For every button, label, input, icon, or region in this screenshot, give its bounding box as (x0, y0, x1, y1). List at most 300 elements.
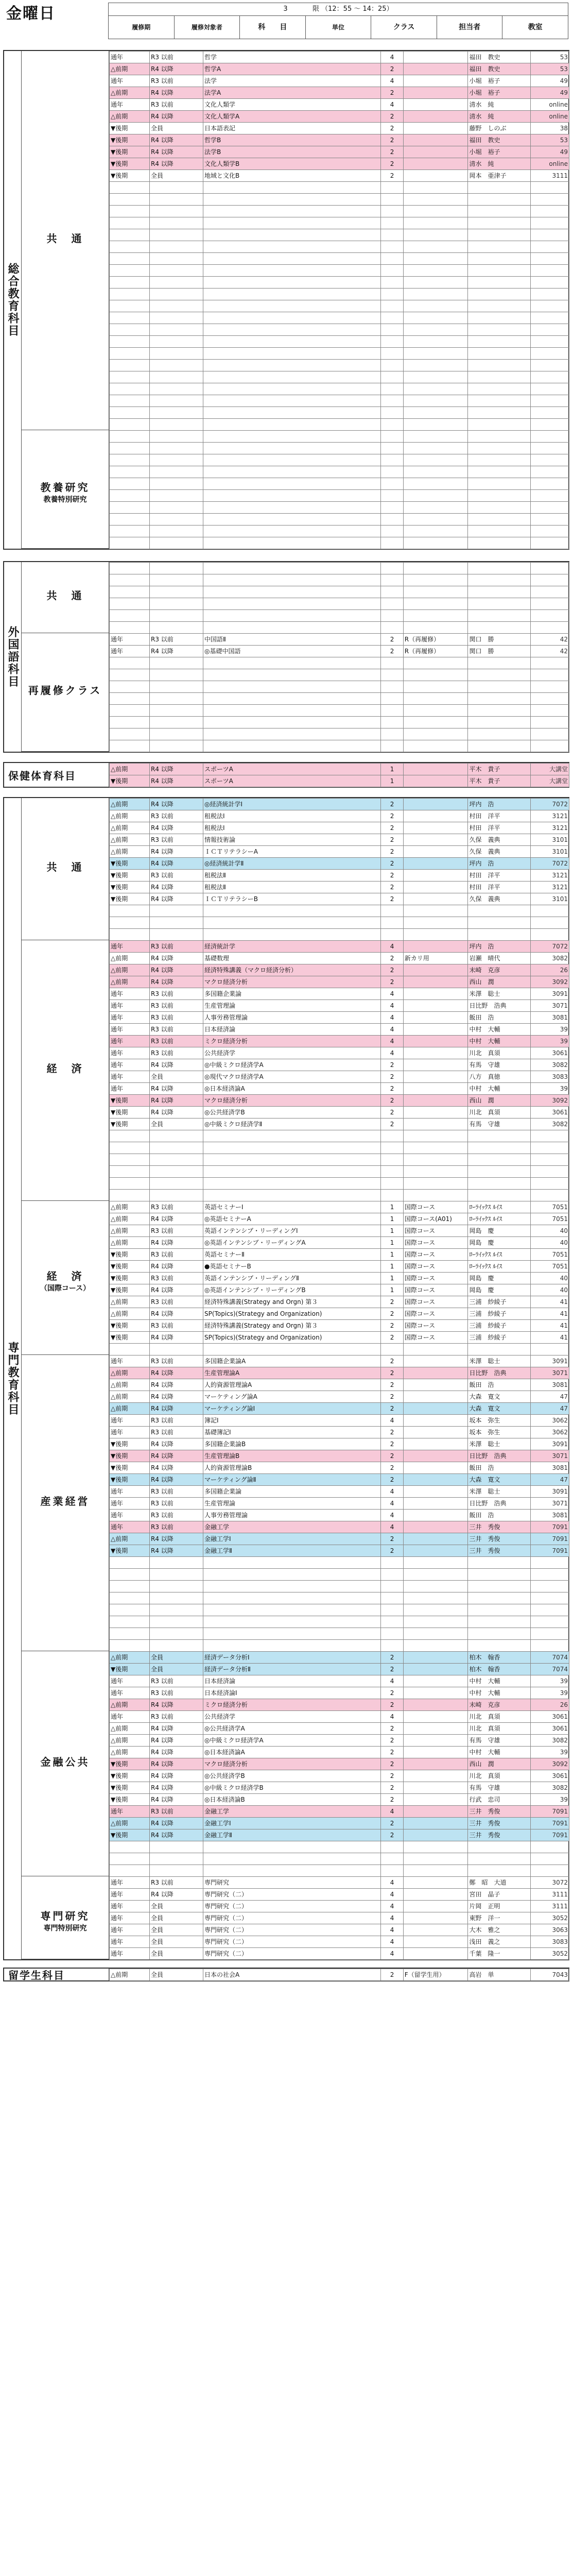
empty-row (110, 431, 569, 443)
cell-cls (403, 1545, 468, 1557)
cell-teacher: 八方 真徳 (468, 1071, 530, 1083)
subsection (22, 430, 109, 549)
empty-cell (203, 1853, 381, 1865)
cell-teacher: 川北 真須 (468, 1770, 530, 1782)
cell-teacher: 久保 義典 (468, 834, 530, 846)
cell-subject: 日本経済論 (203, 1675, 381, 1687)
cell-units: 2 (381, 1118, 403, 1130)
cell-teacher: 中村 大輔 (468, 1036, 530, 1047)
empty-cell (150, 1569, 203, 1581)
empty-cell (110, 574, 150, 586)
cell-room: 3061 (530, 1711, 569, 1723)
cell-room: 3052 (530, 1912, 569, 1924)
cell-subject: ◎日本経済論A (203, 1083, 381, 1095)
empty-cell (381, 1841, 403, 1853)
cell-subject: 金融工学Ⅱ (203, 1829, 381, 1841)
empty-cell (150, 289, 203, 300)
cell-subject: ＩＣＴリテラシーB (203, 893, 381, 905)
empty-cell (381, 1130, 403, 1142)
cell-term: △前期 (110, 1201, 150, 1213)
course-row (110, 1818, 569, 1829)
course-row (110, 1071, 569, 1083)
cell-subject: 多国籍企業論 (203, 988, 381, 1000)
cell-subject: 専門研究（二） (203, 1912, 381, 1924)
cell-subject: ◎中級ミクロ経済学B (203, 1782, 381, 1794)
cell-subject: 経済データ分析Ⅱ (203, 1664, 381, 1675)
cell-teacher: 日比野 浩典 (468, 1367, 530, 1379)
subsection-label (22, 479, 109, 504)
empty-cell (150, 371, 203, 383)
cell-subject: 多国籍企業論A (203, 1355, 381, 1367)
cell-cls (403, 870, 468, 882)
cell-teacher: 中村 大輔 (468, 1024, 530, 1036)
empty-row (110, 241, 569, 253)
empty-cell (150, 312, 203, 324)
empty-cell (381, 395, 403, 407)
empty-cell (530, 1166, 569, 1178)
empty-cell (530, 419, 569, 431)
empty-cell (150, 419, 203, 431)
empty-cell (203, 917, 381, 929)
cell-teacher: 有馬 守雄 (468, 1735, 530, 1747)
empty-cell (468, 206, 530, 217)
empty-cell (150, 574, 203, 586)
empty-cell (381, 383, 403, 395)
empty-cell (403, 1344, 468, 1355)
empty-cell (468, 229, 530, 241)
section (3, 762, 569, 788)
cell-teacher: 柏木 翰香 (468, 1652, 530, 1664)
cell-term: △前期 (110, 764, 150, 775)
empty-cell (530, 586, 569, 598)
cell-room: 40 (530, 1237, 569, 1249)
cell-term: ▼後期 (110, 1545, 150, 1557)
empty-cell (530, 336, 569, 348)
subsection-label (22, 1060, 109, 1075)
course-row (110, 52, 569, 63)
empty-cell (203, 419, 381, 431)
cell-term: △前期 (110, 1296, 150, 1308)
cell-units: 1 (381, 775, 403, 787)
course-row (110, 111, 569, 123)
cell-subject: 基礎数理 (203, 953, 381, 964)
empty-cell (530, 371, 569, 383)
cell-cls (403, 1806, 468, 1818)
subsection-rows (109, 562, 568, 634)
cell-units: 2 (381, 146, 403, 158)
cell-subject: 専門研究（二） (203, 1924, 381, 1936)
empty-cell (203, 1640, 381, 1652)
cell-cls (403, 964, 468, 976)
empty-cell (468, 1581, 530, 1592)
empty-cell (110, 669, 150, 681)
section-label: 保健体育科目 (4, 763, 109, 787)
course-row (110, 1273, 569, 1284)
empty-cell (403, 657, 468, 669)
empty-cell (530, 1865, 569, 1877)
empty-row (110, 598, 569, 610)
empty-cell (110, 586, 150, 598)
cell-room: 3092 (530, 976, 569, 988)
empty-cell (150, 324, 203, 336)
course-row (110, 799, 569, 810)
empty-cell (381, 705, 403, 717)
empty-cell (150, 502, 203, 514)
empty-cell (403, 669, 468, 681)
empty-cell (403, 1853, 468, 1865)
empty-cell (468, 289, 530, 300)
cell-term: 通年 (110, 1036, 150, 1047)
cell-subject: 人的資源管理論B (203, 1462, 381, 1474)
cell-cls (403, 1924, 468, 1936)
cell-term: ▼後期 (110, 1261, 150, 1273)
cell-room: 3101 (530, 846, 569, 858)
cell-room: 39 (530, 1675, 569, 1687)
cell-teacher: 有馬 守雄 (468, 1118, 530, 1130)
empty-cell (150, 265, 203, 277)
empty-cell (468, 905, 530, 917)
cell-room: 39 (530, 1036, 569, 1047)
cell-term: 通年 (110, 646, 150, 657)
cell-teacher: 坪内 浩 (468, 941, 530, 953)
cell-units: 4 (381, 1415, 403, 1427)
empty-cell (150, 194, 203, 206)
subsection-rows (109, 633, 568, 752)
empty-cell (150, 669, 203, 681)
cell-subject: 経済特殊講義(Strategy and Orgn) 第３ (203, 1320, 381, 1332)
cell-target: R3 以前 (150, 1012, 203, 1024)
course-row (110, 1687, 569, 1699)
cell-cls (403, 1723, 468, 1735)
subsection-sublabel: 教養特別研究 (43, 496, 87, 504)
empty-cell (403, 443, 468, 454)
cell-room: 3101 (530, 893, 569, 905)
empty-cell (468, 1640, 530, 1652)
cell-subject: スポーツA (203, 764, 381, 775)
empty-cell (381, 324, 403, 336)
col-class: クラス (371, 16, 437, 39)
cell-cls: 国際コース (403, 1225, 468, 1237)
empty-cell (203, 1154, 381, 1166)
cell-teacher: 岡本 亜津子 (468, 170, 530, 182)
course-row (110, 99, 569, 111)
empty-cell (203, 217, 381, 229)
cell-teacher: 西山 潤 (468, 976, 530, 988)
cell-units: 2 (381, 822, 403, 834)
empty-cell (468, 740, 530, 752)
cell-target: R3 以前 (150, 75, 203, 87)
empty-row (110, 1130, 569, 1142)
empty-cell (110, 241, 150, 253)
subsection-rows (109, 51, 568, 431)
cell-cls: 国際コース (403, 1296, 468, 1308)
cell-subject: 生産管理論B (203, 1450, 381, 1462)
cell-units: 4 (381, 1912, 403, 1924)
subsection (22, 1651, 109, 1876)
course-row (110, 1936, 569, 1948)
empty-cell (150, 241, 203, 253)
empty-row (110, 1569, 569, 1581)
cell-target: R3 以前 (150, 1225, 203, 1237)
cell-term: ▼後期 (110, 1118, 150, 1130)
empty-cell (468, 1569, 530, 1581)
cell-teacher: 大森 寛文 (468, 1474, 530, 1486)
empty-cell (403, 1616, 468, 1628)
cell-room: 39 (530, 1747, 569, 1758)
course-row (110, 846, 569, 858)
empty-cell (150, 1616, 203, 1628)
cell-cls: 国際コース (403, 1273, 468, 1284)
empty-cell (203, 1581, 381, 1592)
empty-cell (381, 490, 403, 502)
cell-units: 4 (381, 1901, 403, 1912)
empty-cell (403, 1841, 468, 1853)
empty-cell (203, 1604, 381, 1616)
empty-row (110, 1616, 569, 1628)
course-row (110, 1486, 569, 1498)
empty-cell (381, 1616, 403, 1628)
cell-term: △前期 (110, 810, 150, 822)
empty-cell (110, 929, 150, 941)
course-table (109, 940, 569, 1201)
empty-cell (110, 1853, 150, 1865)
course-row (110, 882, 569, 893)
cell-room: 7091 (530, 1818, 569, 1829)
empty-cell (403, 693, 468, 705)
cell-target: R3 以前 (150, 1521, 203, 1533)
cell-subject: 金融工学Ⅰ (203, 1533, 381, 1545)
cell-units: 4 (381, 75, 403, 87)
subsection (22, 562, 109, 633)
cell-term: 通年 (110, 1012, 150, 1024)
empty-cell (403, 1865, 468, 1877)
empty-cell (468, 563, 530, 574)
empty-cell (203, 693, 381, 705)
cell-cls: R（再履修） (403, 634, 468, 646)
cell-term: △前期 (110, 1723, 150, 1735)
cell-cls: 国際コース (403, 1201, 468, 1213)
course-row (110, 1711, 569, 1723)
cell-term: 通年 (110, 1059, 150, 1071)
empty-cell (150, 1190, 203, 1201)
course-row (110, 870, 569, 882)
empty-cell (530, 514, 569, 526)
empty-cell (468, 622, 530, 634)
cell-cls (403, 1510, 468, 1521)
empty-row (110, 1628, 569, 1640)
empty-row (110, 1640, 569, 1652)
cell-teacher: 日比野 浩典 (468, 1000, 530, 1012)
empty-cell (110, 395, 150, 407)
cell-subject: ◎英語セミナーA (203, 1213, 381, 1225)
empty-cell (150, 1853, 203, 1865)
course-table (109, 51, 569, 431)
cell-target: R3 以前 (150, 1427, 203, 1438)
cell-term: △前期 (110, 953, 150, 964)
empty-cell (203, 478, 381, 490)
empty-row (110, 929, 569, 941)
cell-target: R4 以降 (150, 1083, 203, 1095)
empty-cell (203, 1178, 381, 1190)
empty-cell (110, 277, 150, 289)
empty-cell (530, 1628, 569, 1640)
empty-row (110, 277, 569, 289)
cell-term: △前期 (110, 1969, 150, 1981)
cell-term: △前期 (110, 1367, 150, 1379)
cell-term: ▼後期 (110, 1462, 150, 1474)
empty-cell (150, 1166, 203, 1178)
cell-cls (403, 834, 468, 846)
course-row (110, 1758, 569, 1770)
course-row (110, 1829, 569, 1841)
cell-teacher: 三井 秀俊 (468, 1533, 530, 1545)
course-table (109, 562, 569, 634)
empty-cell (403, 917, 468, 929)
subsection-label (22, 1754, 109, 1769)
section (3, 797, 569, 1960)
empty-cell (381, 1592, 403, 1604)
cell-units: 2 (381, 1723, 403, 1735)
empty-cell (403, 217, 468, 229)
cell-target: R4 以降 (150, 1735, 203, 1747)
cell-units: 4 (381, 1000, 403, 1012)
cell-target: R3 以前 (150, 1036, 203, 1047)
cell-term: ▼後期 (110, 882, 150, 893)
cell-teacher: 日比野 浩典 (468, 1450, 530, 1462)
empty-cell (110, 1142, 150, 1154)
empty-cell (403, 740, 468, 752)
cell-subject: マーケティング論Ⅱ (203, 1474, 381, 1486)
cell-term: ▼後期 (110, 1273, 150, 1284)
col-teacher: 担当者 (437, 16, 502, 39)
cell-target: R3 以前 (150, 988, 203, 1000)
cell-teacher: 中村 大輔 (468, 1687, 530, 1699)
empty-cell (381, 1557, 403, 1569)
cell-subject: 英語セミナーⅠ (203, 1201, 381, 1213)
cell-subject: 法学 (203, 75, 381, 87)
empty-row (110, 1841, 569, 1853)
empty-cell (403, 253, 468, 265)
cell-cls (403, 1415, 468, 1427)
cell-cls (403, 1486, 468, 1498)
empty-cell (381, 454, 403, 466)
cell-teacher: 有馬 守雄 (468, 1782, 530, 1794)
empty-cell (203, 312, 381, 324)
cell-units: 2 (381, 893, 403, 905)
empty-cell (530, 1190, 569, 1201)
cell-teacher: 高岩 単 (468, 1969, 530, 1981)
cell-room: 7072 (530, 858, 569, 870)
cell-room: 3081 (530, 1012, 569, 1024)
empty-cell (150, 277, 203, 289)
cell-term: △前期 (110, 1225, 150, 1237)
course-row (110, 1284, 569, 1296)
empty-row (110, 348, 569, 360)
empty-cell (203, 289, 381, 300)
course-table (109, 1201, 569, 1355)
cell-subject: 地域と文化B (203, 170, 381, 182)
course-row (110, 1770, 569, 1782)
cell-subject: ◎英語インテンシブ・リーディングA (203, 1237, 381, 1249)
empty-row (110, 217, 569, 229)
cell-target: R4 以降 (150, 1545, 203, 1557)
course-row (110, 1969, 569, 1981)
empty-row (110, 586, 569, 598)
empty-cell (203, 383, 381, 395)
empty-cell (403, 705, 468, 717)
empty-cell (150, 1581, 203, 1592)
cell-target: R4 以降 (150, 1818, 203, 1829)
empty-cell (110, 1190, 150, 1201)
cell-room: 53 (530, 134, 569, 146)
cell-cls (403, 1462, 468, 1474)
cell-units: 2 (381, 1095, 403, 1107)
empty-cell (110, 1841, 150, 1853)
cell-term: △前期 (110, 799, 150, 810)
empty-cell (381, 419, 403, 431)
course-row (110, 1332, 569, 1344)
cell-term: △前期 (110, 1652, 150, 1664)
empty-cell (403, 502, 468, 514)
cell-subject: SP(Topics)(Strategy and Organization) (203, 1332, 381, 1344)
cell-term: ▼後期 (110, 1664, 150, 1675)
cell-term: △前期 (110, 63, 150, 75)
empty-cell (530, 563, 569, 574)
cell-room: 3071 (530, 1367, 569, 1379)
cell-teacher: 坂本 弥生 (468, 1427, 530, 1438)
empty-cell (403, 1592, 468, 1604)
cell-target: R4 以降 (150, 646, 203, 657)
empty-row (110, 728, 569, 740)
course-table (109, 763, 569, 787)
cell-target: R4 以降 (150, 87, 203, 99)
cell-subject: 専門研究（二） (203, 1936, 381, 1948)
empty-cell (203, 194, 381, 206)
empty-cell (468, 490, 530, 502)
cell-room: 39 (530, 1083, 569, 1095)
cell-term: ▼後期 (110, 1758, 150, 1770)
day-title: 金曜日 (6, 5, 56, 23)
cell-cls (403, 1391, 468, 1403)
empty-cell (403, 360, 468, 371)
course-row (110, 1427, 569, 1438)
cell-teacher: 三井 秀俊 (468, 1829, 530, 1841)
cell-teacher: 大森 寛文 (468, 1403, 530, 1415)
cell-teacher: 日比野 浩典 (468, 1498, 530, 1510)
empty-row (110, 206, 569, 217)
empty-cell (150, 1142, 203, 1154)
cell-teacher: 岡島 慶 (468, 1225, 530, 1237)
cell-term: △前期 (110, 1699, 150, 1711)
course-row (110, 1379, 569, 1391)
empty-cell (530, 182, 569, 194)
empty-cell (381, 478, 403, 490)
course-row (110, 1415, 569, 1427)
cell-cls (403, 1474, 468, 1486)
empty-cell (110, 478, 150, 490)
cell-teacher: 岡島 慶 (468, 1237, 530, 1249)
empty-cell (530, 917, 569, 929)
cell-target: R4 以降 (150, 63, 203, 75)
course-row (110, 893, 569, 905)
empty-cell (203, 657, 381, 669)
section-label: 外国語科目 (4, 562, 22, 752)
cell-room: 7074 (530, 1664, 569, 1675)
cell-cls (403, 1687, 468, 1699)
section-label: 専門教育科目 (4, 798, 22, 1959)
cell-room: 3071 (530, 1498, 569, 1510)
empty-cell (150, 1154, 203, 1166)
